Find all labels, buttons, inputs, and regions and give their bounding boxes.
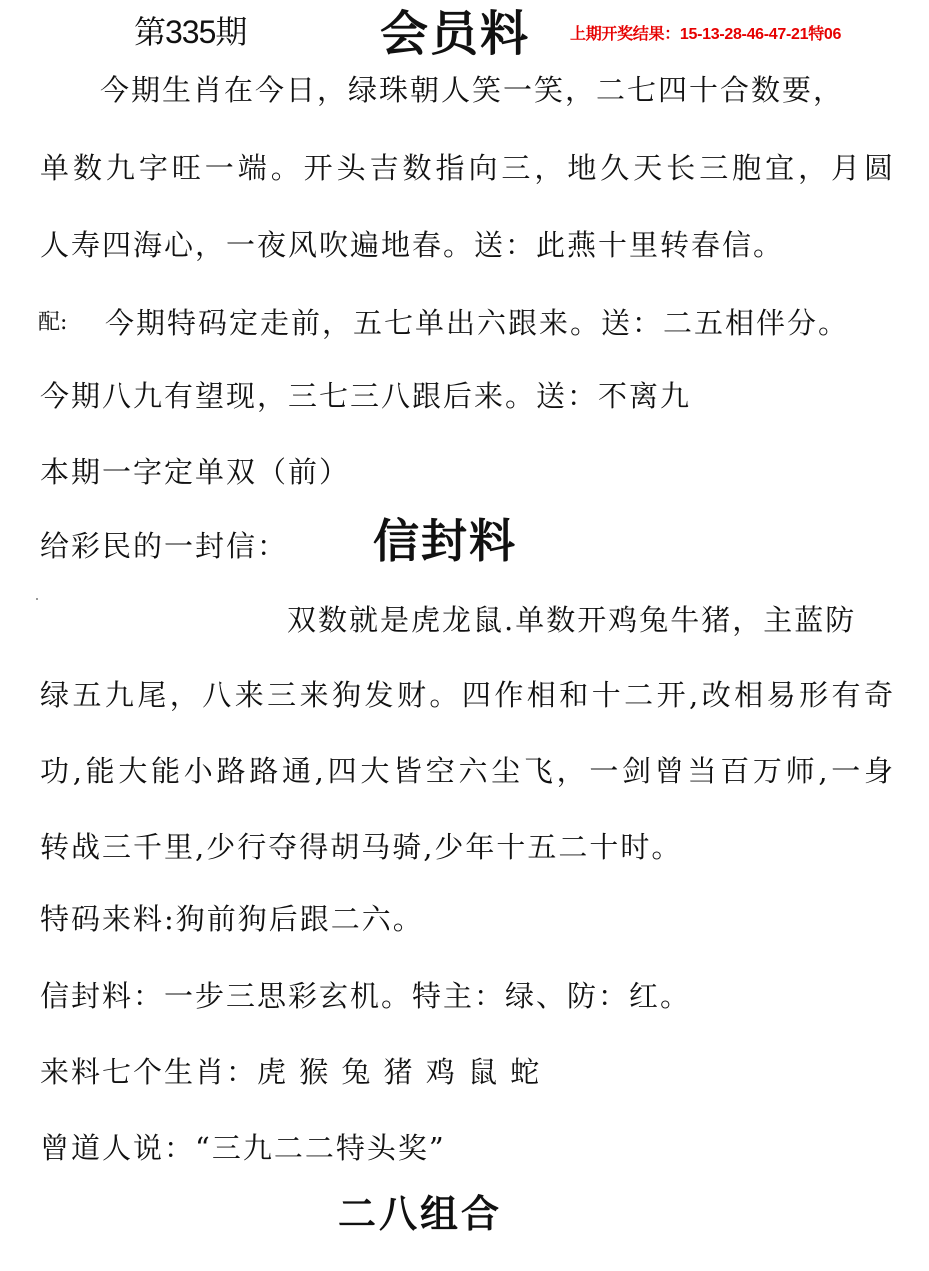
footer-title: 二八组合 [338, 1191, 503, 1236]
letter-body-line-4: 转战三千里,少行夺得胡马骑,少年十五二十时。 [40, 830, 683, 864]
letter-body-line-2: 绿五九尾，八来三来狗发财。四作相和十二开,改相易形有奇 [40, 678, 895, 712]
scan-speck [36, 598, 38, 600]
poem-line-1: 今期生肖在今日，绿珠朝人笑一笑，二七四十合数要， [100, 73, 845, 107]
page-title: 会员料 [380, 6, 531, 62]
envelope-title: 信封料 [373, 514, 517, 568]
issue-number: 第335期 [134, 14, 247, 50]
pei-label: 配: [38, 310, 68, 335]
last-draw-result: 上期开奖结果：15-13-28-46-47-21特06 [570, 26, 842, 43]
letter-intro: 给彩民的一封信： [40, 529, 289, 563]
pei-text: 今期特码定走前，五七单出六跟来。送：二五相伴分。 [105, 306, 850, 340]
letter-body-line-1: 双数就是虎龙鼠.单数开鸡兔牛猪，主蓝防 [287, 603, 857, 637]
poem-line-2: 单数九字旺一端。开头吉数指向三，地久天长三胞宜，月圆 [40, 151, 895, 185]
poem-line-3: 人寿四海心，一夜风吹遍地春。送：此燕十里转春信。 [40, 228, 785, 262]
envelope-material-line: 信封料：一步三思彩玄机。特主：绿、防：红。 [40, 979, 692, 1013]
line-eight-nine: 今期八九有望现，三七三八跟后来。送：不离九 [40, 379, 692, 413]
seven-zodiacs-line: 来料七个生肖：虎 猴 兔 猪 鸡 鼠 蛇 [40, 1055, 542, 1089]
odd-even-line: 本期一字定单双（前） [40, 455, 351, 489]
zeng-said-line: 曾道人说：“三九二二特头奖” [40, 1131, 446, 1165]
special-code-line: 特码来料:狗前狗后跟二六。 [40, 902, 424, 936]
letter-body-line-3: 功,能大能小路路通,四大皆空六尘飞，一剑曾当百万师,一身 [40, 754, 895, 788]
